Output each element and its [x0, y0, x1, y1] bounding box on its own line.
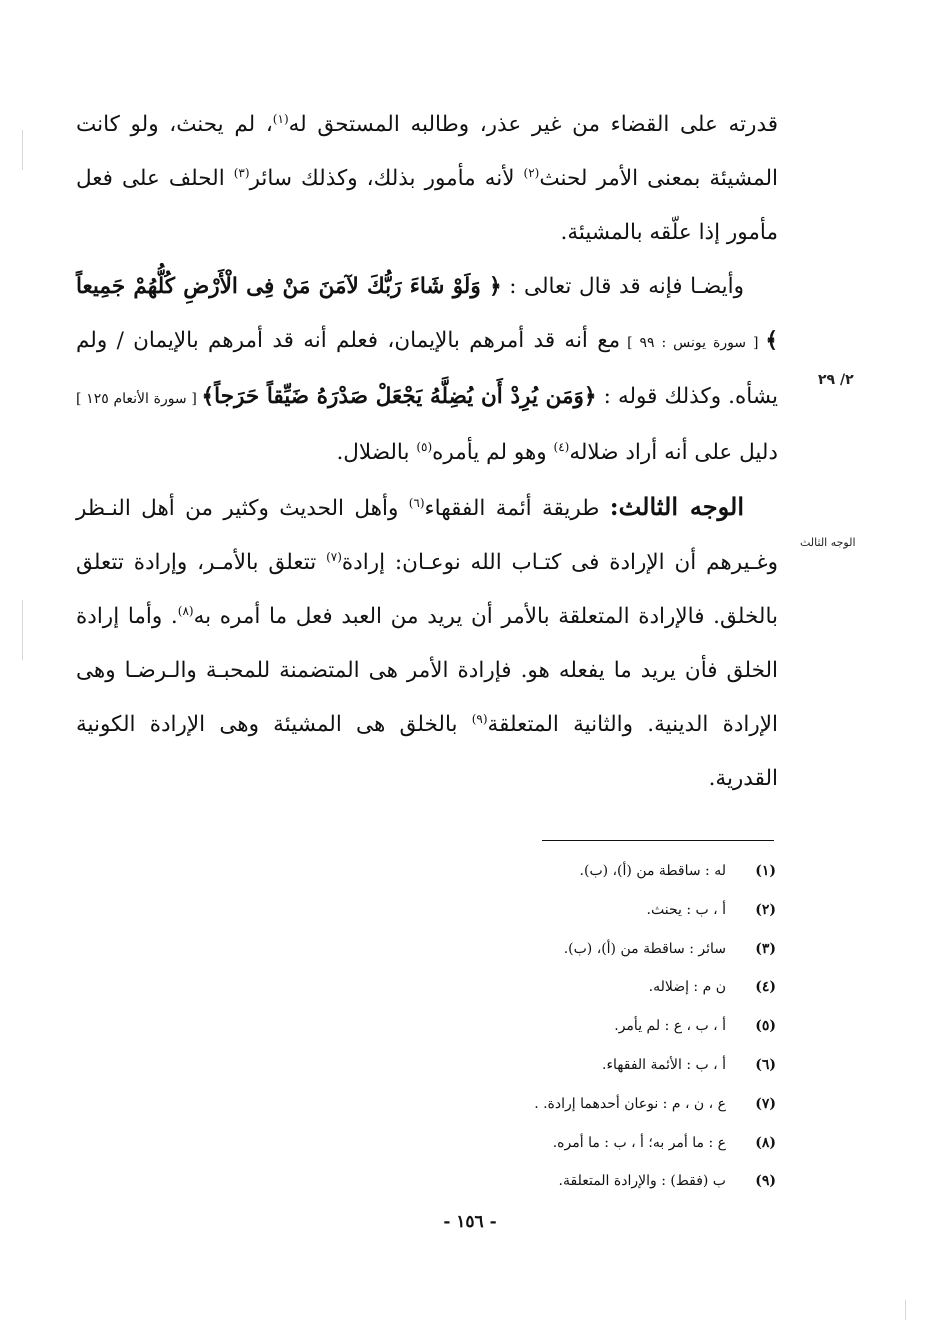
- quran-verse: ﴿ وَلَوْ شَاءَ رَبُّكَ لآمَنَ مَنْ فِى الْأَرْضِ كُلُّهُمْ جَمِيعاً ﴾: [76, 274, 778, 353]
- text-run: بالخلق هى المشيئة وهى الإرادة الكونية القدرية.: [76, 712, 778, 791]
- footnote-text: ع : ما أمر به؛ أ ، ب : ما أمره.: [552, 1134, 726, 1151]
- footnote-text: ب (فقط) : والإرادة المتعلقة.: [558, 1173, 726, 1190]
- footnote-ref[interactable]: (٨): [177, 603, 194, 618]
- footnote-text: له : ساقطة من (أ)، (ب).: [579, 863, 726, 879]
- section-heading: الوجه الثالث:: [609, 492, 744, 521]
- footnote-ref[interactable]: (٧): [326, 549, 342, 564]
- verse-reference: [ سورة الأنعام ١٢٥ ]: [76, 391, 202, 407]
- footnote-ref[interactable]: (٦): [408, 495, 425, 510]
- footnote-number: (٩): [755, 1173, 776, 1190]
- footnote-number: (٥): [755, 1018, 776, 1035]
- text-run: . وأما إرادة الخلق فأن يريد ما يفعله هو. فإرادة الأمر هى المتضمنة للمحبـة والـرضـا وهى الإرادة الدينية. والثانية المتعلقة: [76, 604, 778, 737]
- footnote-item: [300, 1162, 776, 1201]
- text-run: بالضلال.: [336, 440, 417, 465]
- scan-edge-mark: [22, 600, 23, 660]
- footnote-number: (٦): [755, 1056, 776, 1073]
- footnote-text: أ ، ب : يحنث.: [646, 901, 726, 918]
- scan-edge-mark: [22, 130, 23, 170]
- footnote-text: سائر : ساقطة من (أ)، (ب).: [563, 940, 726, 957]
- paragraph-1: [76, 98, 778, 260]
- quran-verse: ﴿وَمَن يُرِدْ أَن يُضِلَّهُ يَجْعَلْ صَدْرَهُ ضَيِّقاً حَرَجاً﴾: [201, 384, 597, 409]
- footnote-text: ن م : إضلاله.: [648, 979, 726, 996]
- text-run: ، لم يحنث، ولو كانت المشيئة بمعنى الأمر لحنث: [76, 112, 778, 191]
- footnote-item: [300, 930, 776, 969]
- footnote-item: [300, 968, 776, 1007]
- footnote-ref[interactable]: (٥): [416, 439, 433, 454]
- paragraph-3: [76, 480, 778, 806]
- footnote-number: (٢): [755, 901, 776, 918]
- footnote-item: [300, 1124, 776, 1163]
- paragraph-2: [76, 260, 778, 480]
- footnote-item: [300, 891, 776, 930]
- main-text: [76, 98, 778, 806]
- footnote-ref[interactable]: (٩): [471, 711, 488, 726]
- text-run: طريقة أئمة الفقهاء: [424, 496, 610, 521]
- text-run: وأهل الحديث وكثير من أهل النـظر وغـيرهم أن الإرادة فى كتـاب الله نوعـان: إرادة: [76, 496, 778, 575]
- footnote-number: (٨): [755, 1134, 776, 1151]
- footnote-text: ع ، ن ، م : نوعان أحدهما إرادة. .: [534, 1095, 726, 1112]
- text-run: تتعلق بالأمـر، وإرادة تتعلق بالخلق. فالإرادة المتعلقة بالأمر أن يريد من العبد فعل ما أمره به: [76, 550, 779, 629]
- footnote-number: (٣): [755, 940, 776, 957]
- page-number: - ١٥٦ -: [443, 1212, 497, 1232]
- text-run: دليل على أنه أراد ضلاله: [569, 440, 778, 465]
- footnote-text: أ ، ب : الأئمة الفقهاء.: [602, 1056, 726, 1073]
- text-run: مع أنه قد أمرهم بالإيمان، فعلم أنه قد أمرهم بالإيمان / ولم يشأه. وكذلك قوله :: [76, 328, 778, 409]
- text-run: وهو لم يأمره: [432, 440, 554, 465]
- footnote-ref[interactable]: (٣): [233, 165, 250, 180]
- footnote-ref[interactable]: (٤): [553, 439, 570, 454]
- footnote-item: [300, 852, 776, 891]
- footnote-number: (١): [755, 863, 776, 879]
- footnote-ref[interactable]: (١): [272, 111, 289, 126]
- footnote-ref[interactable]: (٢): [523, 165, 540, 180]
- scan-edge-mark: [905, 1300, 906, 1320]
- text-run: لأنه مأمور بذلك، وكذلك سائر: [249, 166, 524, 191]
- footnotes: [300, 852, 776, 1201]
- footnote-divider: [542, 840, 774, 841]
- text-run: الحلف على فعل مأمور إذا علّقه بالمشيئة.: [76, 166, 778, 245]
- verse-reference: [ سورة يونس : ٩٩ ]: [620, 335, 766, 351]
- text-run: وأيضـا فإنه قد قال تعالى :: [501, 274, 744, 299]
- footnote-item: [300, 1085, 776, 1124]
- margin-page-reference: ٢/ ٢٩: [818, 372, 854, 388]
- margin-section-label: الوجه الثالث: [800, 536, 856, 549]
- footnote-number: (٤): [755, 979, 776, 996]
- footnote-text: أ ، ب ، ع : لم يأمر.: [614, 1018, 726, 1035]
- footnote-item: [300, 1046, 776, 1085]
- footnote-number: (٧): [755, 1095, 776, 1112]
- footnote-item: [300, 1007, 776, 1046]
- text-run: قدرته على القضاء من غير عذر، وطالبه المستحق له: [288, 112, 779, 137]
